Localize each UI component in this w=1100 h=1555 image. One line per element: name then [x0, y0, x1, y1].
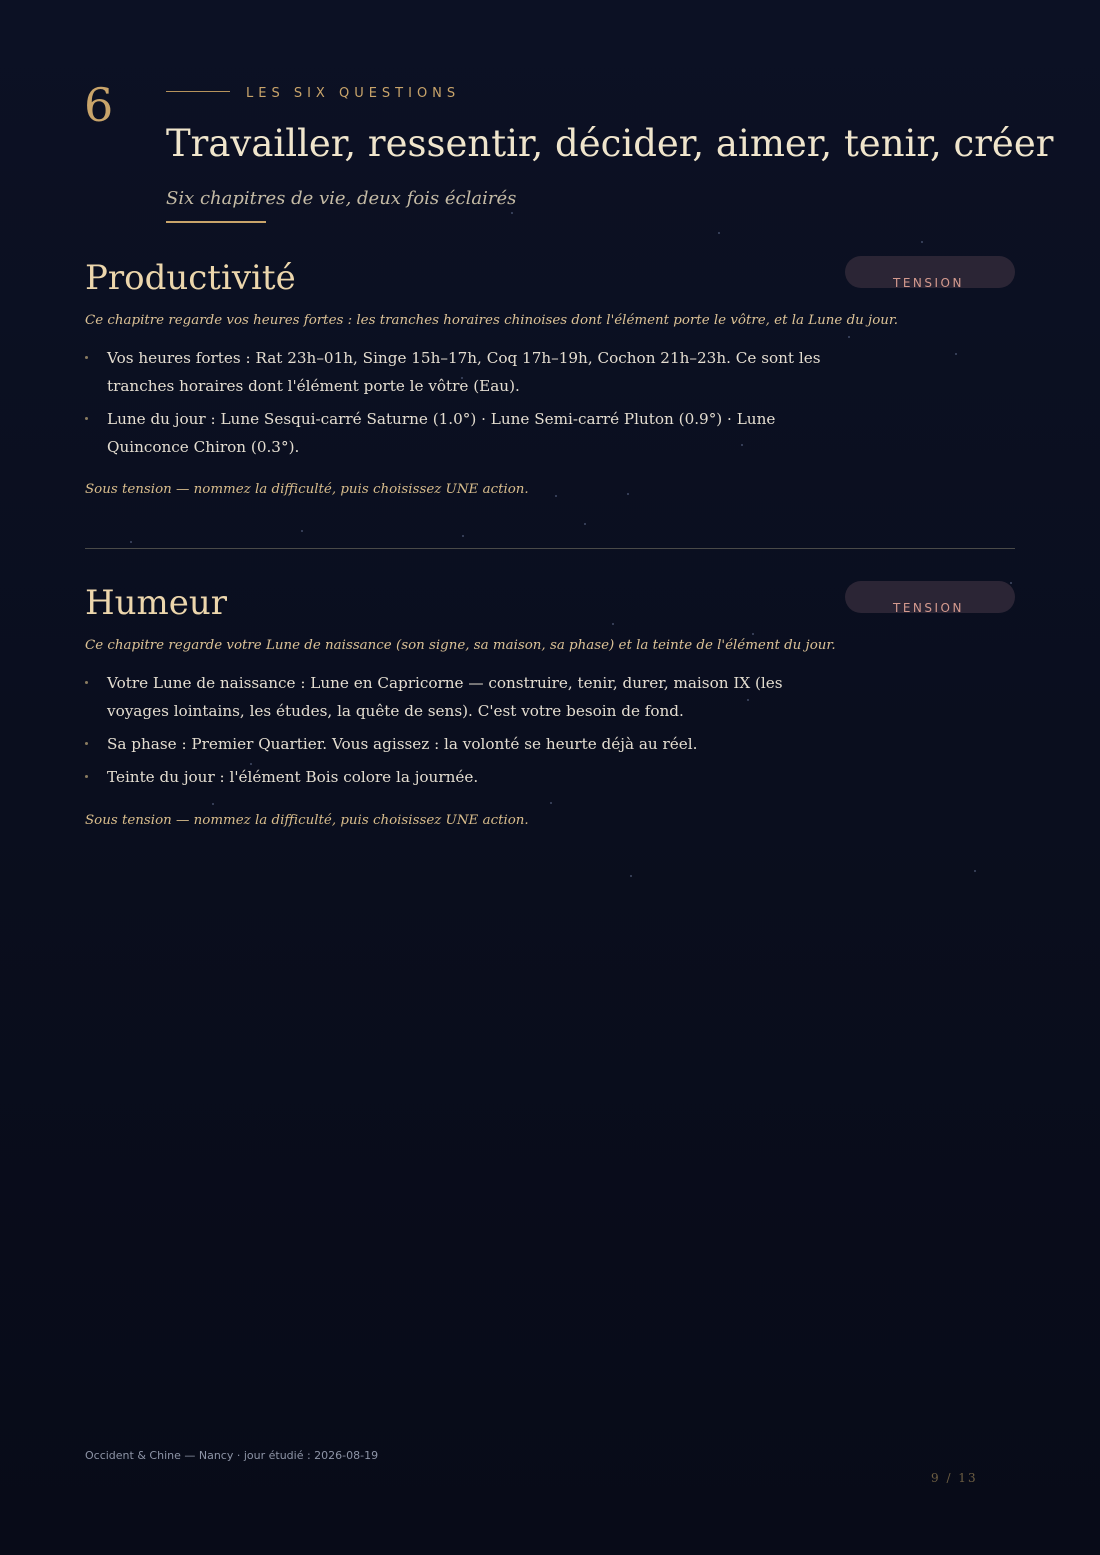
badge-label: TENSION — [893, 276, 964, 290]
list-item-text: Sa phase : Premier Quartier. Vous agissez : la volonté se heurte déjà au réel. — [107, 735, 698, 753]
section-intro: Ce chapitre regarde votre Lune de naissance (son signe, sa maison, sa phase) et la teinte de l'élément du jour. — [85, 638, 836, 653]
list-item — [85, 344, 845, 400]
tension-badge — [845, 581, 1015, 613]
star-decoration — [921, 241, 923, 243]
bullet-dot-icon — [85, 742, 88, 745]
eyebrow-rule — [166, 91, 230, 92]
bullet-dot-icon — [85, 681, 88, 684]
star-decoration — [584, 523, 586, 525]
tension-badge — [845, 256, 1015, 288]
star-decoration — [630, 875, 632, 877]
star-decoration — [555, 495, 557, 497]
list-item — [85, 669, 845, 725]
star-decoration — [612, 623, 614, 625]
section-divider — [85, 548, 1015, 549]
list-item-text: Lune du jour : Lune Sesqui-carré Saturne (1.0°) · Lune Semi-carré Pluton (0.9°) · Lune Quinconce Chiron (0.3°). — [107, 410, 776, 456]
star-decoration — [974, 870, 976, 872]
star-decoration — [511, 212, 513, 214]
footer-text: Occident & Chine — Nancy · jour étudié : 2026-08-19 — [85, 1449, 379, 1462]
page-number: 9 / 13 — [931, 1471, 978, 1485]
star-decoration — [848, 336, 850, 338]
bullet-dot-icon — [85, 356, 88, 359]
eyebrow-label: LES SIX QUESTIONS — [246, 86, 461, 101]
star-decoration — [718, 232, 720, 234]
list-item — [85, 405, 845, 461]
bullet-dot-icon — [85, 417, 88, 420]
subtitle-underline — [166, 221, 266, 223]
chapter-number: 6 — [84, 78, 114, 132]
section-note: Sous tension — nommez la difficulté, puis choisissez UNE action. — [85, 482, 529, 497]
badge-label: TENSION — [893, 601, 964, 615]
list-item-text: Teinte du jour : l'élément Bois colore la journée. — [107, 768, 479, 786]
list-item-text: Votre Lune de naissance : Lune en Capricorne — construire, tenir, durer, maison IX (les voyages lointains, les études, la quête de sens). C'est votre besoin de fond. — [107, 674, 783, 720]
star-decoration — [955, 353, 957, 355]
list-item — [85, 763, 845, 791]
list-item — [85, 730, 845, 758]
page-subtitle: Six chapitres de vie, deux fois éclairés — [166, 188, 517, 209]
star-decoration — [1010, 582, 1012, 584]
list-item-text: Vos heures fortes : Rat 23h–01h, Singe 15h–17h, Coq 17h–19h, Cochon 21h–23h. Ce sont les tranches horaires dont l'élément porte le vôtre (Eau). — [107, 349, 821, 395]
bullet-list — [85, 669, 845, 796]
bullet-list — [85, 344, 845, 466]
section-intro: Ce chapitre regarde vos heures fortes : les tranches horaires chinoises dont l'élément porte le vôtre, et la Lune du jour. — [85, 313, 899, 328]
star-decoration — [550, 802, 552, 804]
star-decoration — [627, 493, 629, 495]
star-decoration — [130, 541, 132, 543]
section-note: Sous tension — nommez la difficulté, puis choisissez UNE action. — [85, 813, 529, 828]
star-decoration — [752, 633, 754, 635]
bullet-dot-icon — [85, 775, 88, 778]
section-title: Productivité — [85, 258, 296, 298]
star-decoration — [301, 530, 303, 532]
section-title: Humeur — [85, 583, 228, 623]
star-decoration — [212, 803, 214, 805]
page-title: Travailler, ressentir, décider, aimer, tenir, créer — [166, 122, 1054, 165]
star-decoration — [462, 535, 464, 537]
